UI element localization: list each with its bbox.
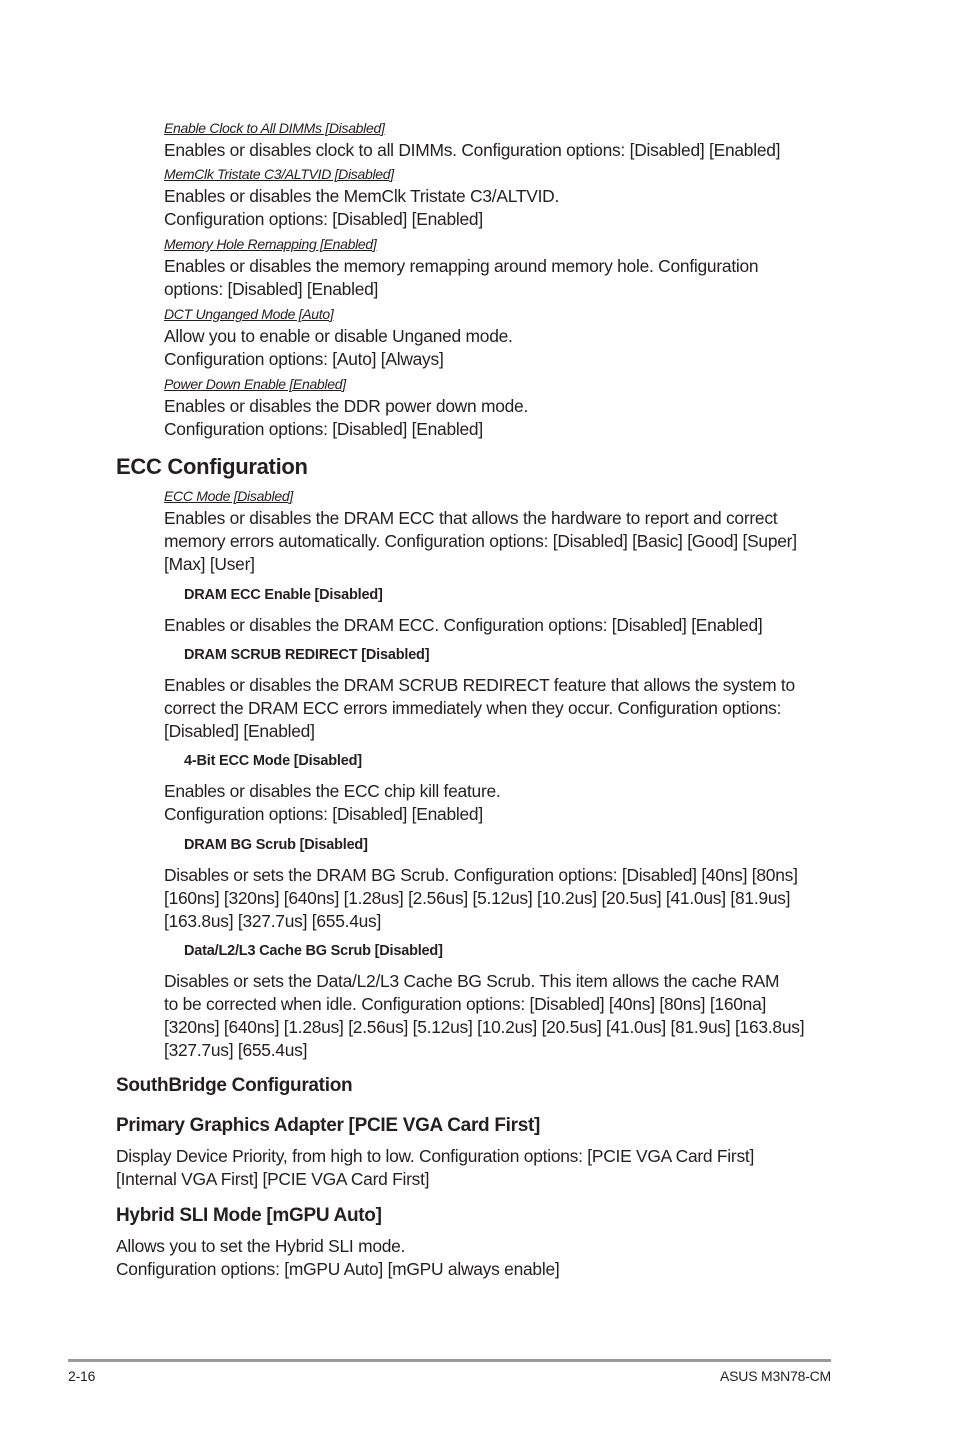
item-title-memory-hole: Memory Hole Remapping [Enabled] [164,236,377,252]
item-title-power-down: Power Down Enable [Enabled] [164,376,346,392]
item-title-hybrid-sli: Hybrid SLI Mode [mGPU Auto] [116,1205,382,1226]
subitem-desc-dram-bg-scrub: Disables or sets the DRAM BG Scrub. Configuration options: [Disabled] [40ns] [80ns] [160ns] [320ns] [640ns] [1.28us] [2.56us] [5.12us] [10.2us] [20.5us] [41.0us] [81.9us] [163.8us] [327.7us] [655.4us] [164,865,798,931]
item-title-ecc-mode: ECC Mode [Disabled] [164,488,293,504]
subitem-title-dram-bg-scrub: DRAM BG Scrub [Disabled] [184,837,368,853]
southbridge-heading: SouthBridge Configuration [116,1075,353,1096]
subitem-title-dram-scrub-redirect: DRAM SCRUB REDIRECT [Disabled] [184,647,430,663]
item-desc-hybrid-sli: Allows you to set the Hybrid SLI mode. Configuration options: [mGPU Auto] [mGPU always enable] [116,1236,560,1279]
ecc-heading: ECC Configuration [116,454,308,479]
item-desc-dct-unganged: Allow you to enable or disable Unganed mode. Configuration options: [Auto] [Always] [164,326,513,369]
subitem-title-dram-ecc-enable: DRAM ECC Enable [Disabled] [184,587,383,603]
item-title-enable-clock: Enable Clock to All DIMMs [Disabled] [164,120,385,136]
item-title-primary-graphics: Primary Graphics Adapter [PCIE VGA Card First] [116,1115,541,1136]
subitem-desc-dram-ecc-enable: Enables or disables the DRAM ECC. Configuration options: [Disabled] [Enabled] [164,615,763,635]
item-desc-power-down: Enables or disables the DDR power down mode. Configuration options: [Disabled] [Enabled] [164,396,529,439]
page-number: 2-16 [68,1368,96,1384]
subitem-desc-cache-bg-scrub: Disables or sets the Data/L2/L3 Cache BG Scrub. This item allows the cache RAM to be corrected when idle. Configuration options: [Disabled] [40ns] [80ns] [160na] [320ns] [640ns] [1.28us] [2.56us] [5.12us] [10.2us] [20.5us] [41.0us] [81.9us] [163.8us] [327.7us] [655.4us] [164,971,805,1060]
footer-rule [68,1359,831,1362]
subitem-title-4bit-ecc: 4-Bit ECC Mode [Disabled] [184,753,362,769]
product-name: ASUS M3N78-CM [720,1368,831,1384]
item-desc-primary-graphics: Display Device Priority, from high to low. Configuration options: [PCIE VGA Card First] [Internal VGA First] [PCIE VGA Card First] [116,1146,755,1189]
item-desc-ecc-mode: Enables or disables the DRAM ECC that allows the hardware to report and correct memory errors automatically. Configuration options: [Disabled] [Basic] [Good] [Super] [Max] [User] [164,508,797,574]
subitem-desc-dram-scrub-redirect: Enables or disables the DRAM SCRUB REDIRECT feature that allows the system to correct the DRAM ECC errors immediately when they occur. Configuration options: [Disabled] [Enabled] [164,675,795,741]
subitem-desc-4bit-ecc: Enables or disables the ECC chip kill feature. Configuration options: [Disabled] [Enabled] [164,781,501,824]
subitem-title-cache-bg-scrub: Data/L2/L3 Cache BG Scrub [Disabled] [184,943,443,959]
item-desc-memclk-tristate: Enables or disables the MemClk Tristate C3/ALTVID. Configuration options: [Disabled] [Enabled] [164,186,560,229]
item-desc-enable-clock: Enables or disables clock to all DIMMs. Configuration options: [Disabled] [Enabled] [164,140,781,160]
item-title-dct-unganged: DCT Unganged Mode [Auto] [164,306,334,322]
item-title-memclk-tristate: MemClk Tristate C3/ALTVID [Disabled] [164,166,394,182]
item-desc-memory-hole: Enables or disables the memory remapping around memory hole. Configuration options: [Disabled] [Enabled] [164,256,759,299]
